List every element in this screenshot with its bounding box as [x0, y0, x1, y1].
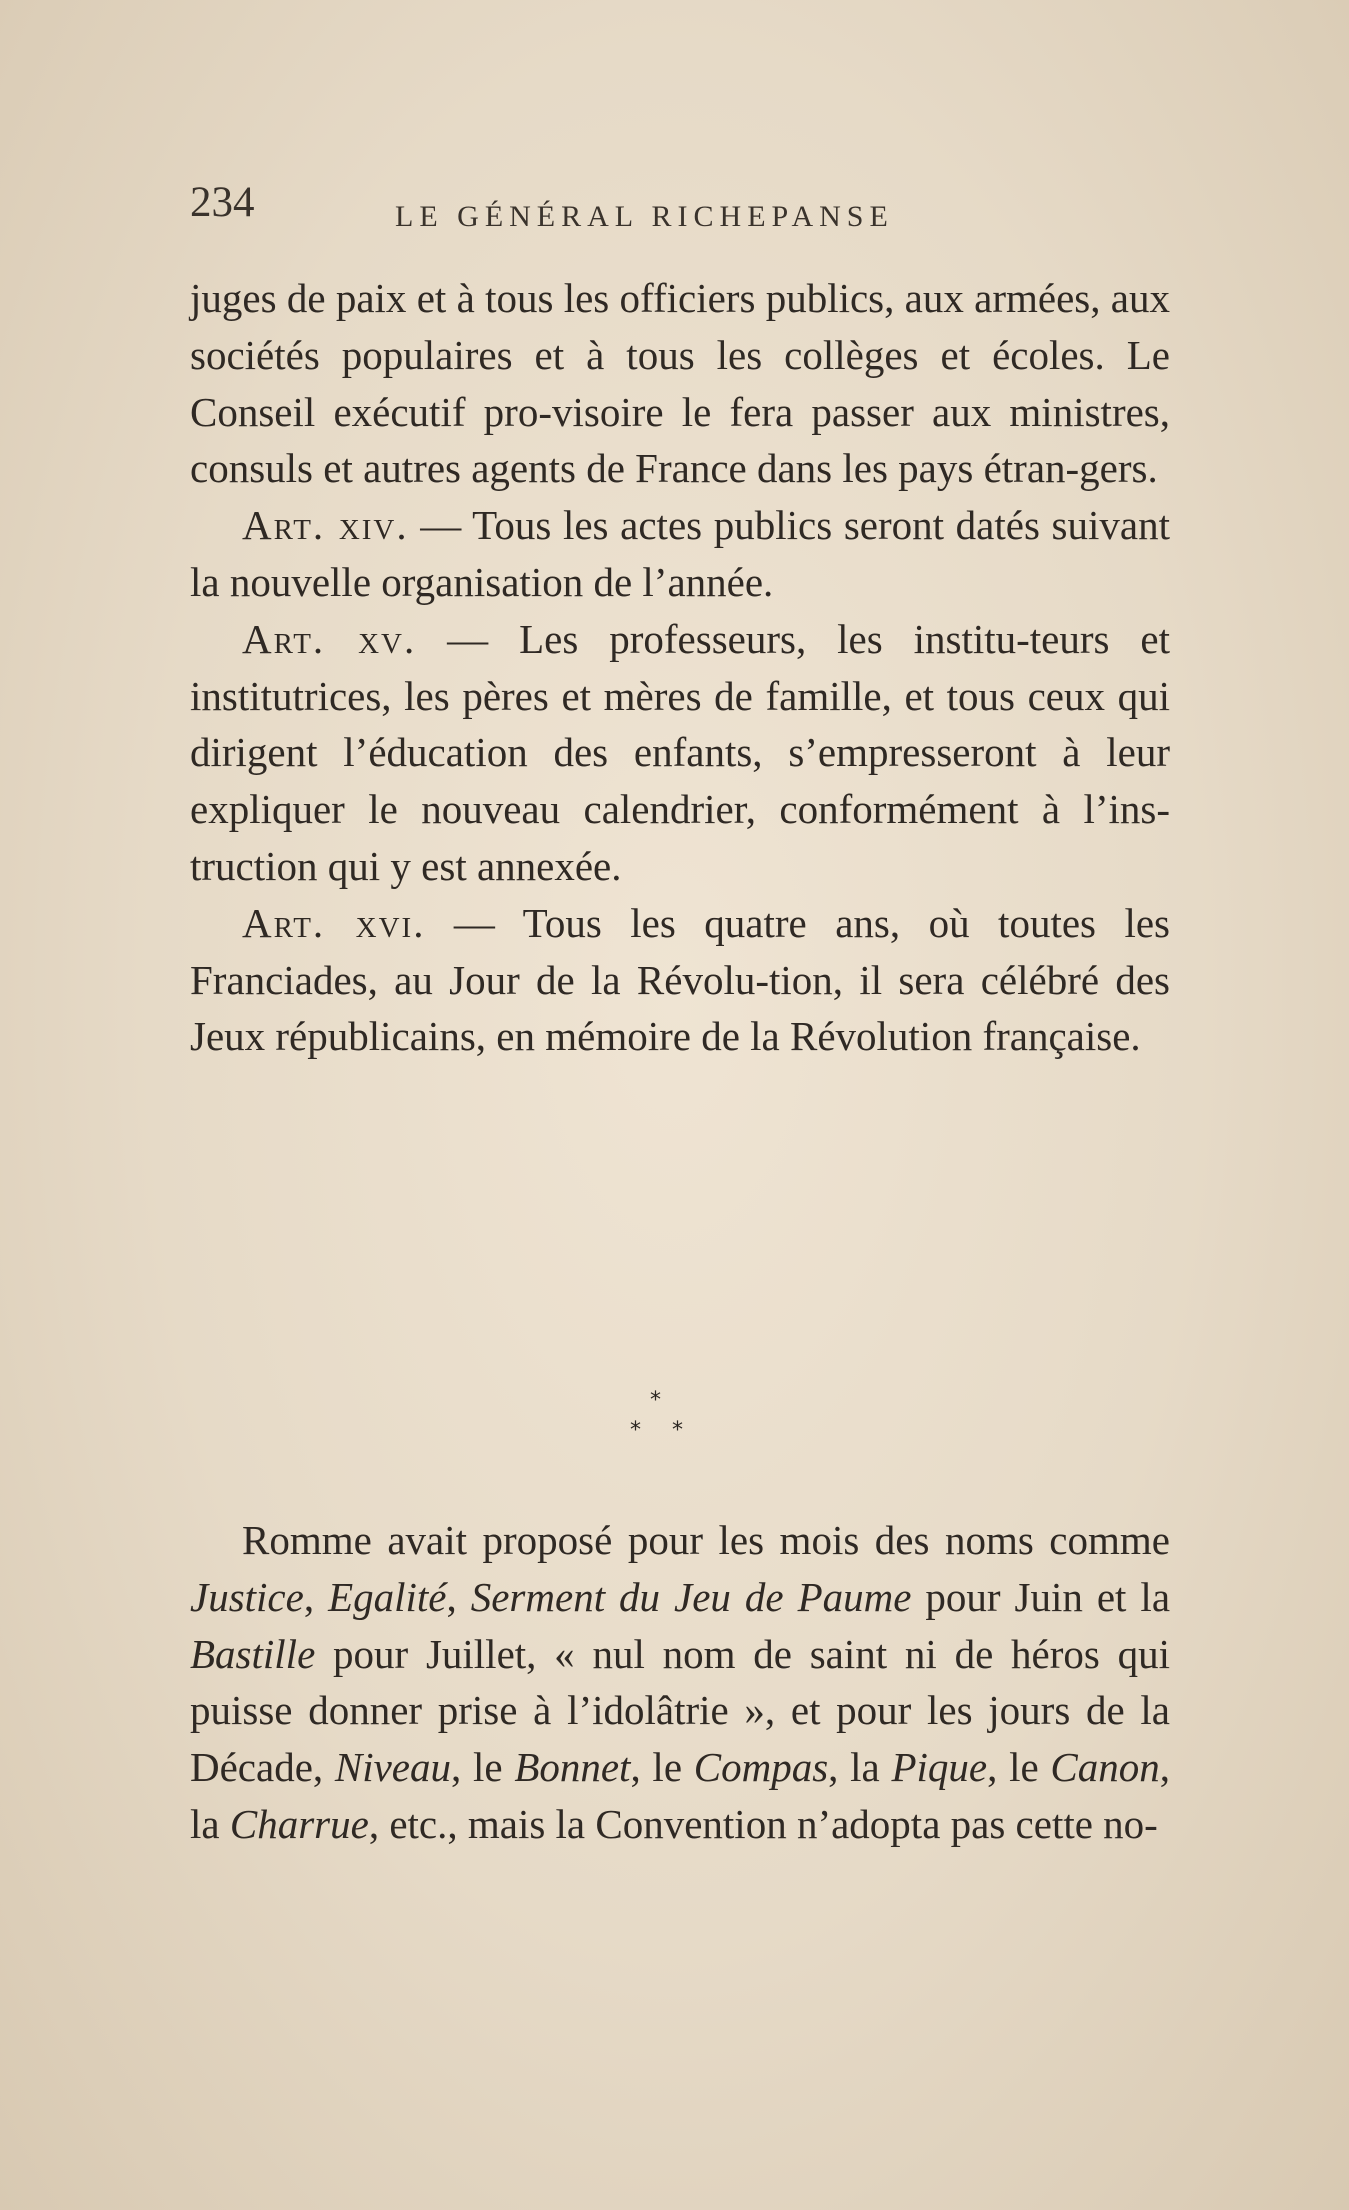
italic-term: Egalité: [328, 1573, 447, 1620]
text-run: , la: [190, 1744, 1171, 1847]
text-block-romme: [190, 1512, 1170, 1853]
page-number: 234: [190, 179, 255, 226]
paragraph-continuation: juges de paix et à tous les officiers publics, aux armées, aux sociétés populaires et à tous les collèges et écoles. Le Conseil exécutif pro-visoire le fera passer aux ministres, consuls et autres agents de France dans les pays étran-gers.: [190, 275, 1170, 492]
article-16-label: Art. xvi.: [242, 899, 426, 946]
italic-term: Bonnet: [514, 1744, 631, 1791]
article-14-text: — Tous les actes publics seront datés suivant la nouvelle organisation de l’année.: [190, 502, 1170, 605]
article-16-text: — Tous les quatre ans, où toutes les Franciades, au Jour de la Révolu-tion, il sera célébré des Jeux républicains, en mémoire de la Révolution française.: [190, 899, 1171, 1060]
article-15-text: — Les professeurs, les institu-teurs et institutrices, les pères et mères de famille, et tous ceux qui dirigent l’éducation des enfants, s’empresseront à leur expliquer le nouveau calendrier, conformément à l’ins-truction qui y est annexée.: [190, 615, 1170, 889]
page-header: [190, 178, 1170, 238]
italic-term: Canon: [1050, 1744, 1160, 1791]
italic-term: Serment du Jeu de Paume: [470, 1573, 912, 1620]
text-run: , etc., mais la Convention n’adopta pas cette no-: [368, 1800, 1158, 1847]
article-15-label: Art. xv.: [242, 615, 417, 662]
text-block-decree: [190, 270, 1170, 1065]
italic-term: Compas: [693, 1744, 829, 1791]
italic-term: Niveau: [334, 1744, 452, 1791]
text-run: , le: [987, 1744, 1051, 1791]
text-run: pour Juillet, « nul nom de saint ni de héros qui puisse donner prise à l’idolâtrie », et pour les jours de la Décade,: [190, 1630, 1170, 1791]
text-run: Romme avait proposé pour les mois des noms comme: [242, 1517, 1170, 1563]
article-14: [190, 497, 1170, 611]
article-16: [190, 895, 1170, 1065]
italic-term: Bastille: [190, 1630, 316, 1677]
text-run: , le: [630, 1744, 694, 1791]
running-head: LE GÉNÉRAL RICHEPANSE: [395, 200, 894, 233]
text-run: ,: [446, 1573, 471, 1620]
article-15: [190, 611, 1170, 895]
paragraph-romme: [190, 1512, 1170, 1853]
text-run: , le: [451, 1744, 515, 1791]
italic-term: Justice: [190, 1573, 304, 1620]
italic-term: Charrue: [229, 1800, 369, 1847]
italic-term: Pique: [891, 1744, 988, 1791]
asterisk-icon: *: [650, 1388, 661, 1413]
asterisk-icon: *: [630, 1418, 641, 1443]
article-14-label: Art. xiv.: [242, 502, 409, 549]
asterism-separator: [620, 1388, 700, 1458]
text-run: , la: [828, 1744, 892, 1791]
text-run: pour Juin et la: [911, 1573, 1171, 1620]
asterisk-icon: *: [672, 1418, 683, 1443]
text-run: ,: [303, 1573, 329, 1620]
